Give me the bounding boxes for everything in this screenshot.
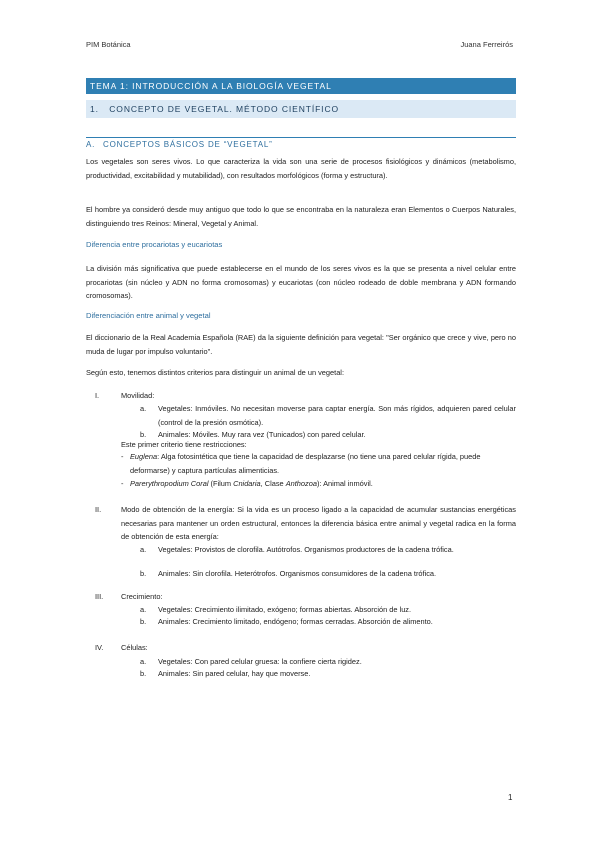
numeral-i: I. [95, 391, 100, 400]
restrictions-note: Este primer criterio tiene restricciones: [121, 440, 247, 449]
energia-a-text: Vegetales: Provistos de clorofila. Autótrofos. Organismos productores de la cadena trófica. [158, 545, 454, 554]
paragraph-4: El diccionario de la Real Academia Española (RAE) da la siguiente definición para vegetal: "Ser orgánico que crece y vive, pero no muda de lugar por impulso voluntario". [86, 333, 516, 356]
subsection-heading [86, 137, 516, 149]
paragraph-1: Los vegetales son seres vivos. Lo que caracteriza la vida son una serie de procesos fisiológicos y dinámicos (metabolismo, productividad, excitabilidad y mutabilidad), con resultados morfológicos (forma y estructura). [86, 157, 516, 180]
paragraph-5: Según esto, tenemos distintos criterios para distinguir un animal de un vegetal: [86, 368, 344, 377]
subsection-number: A. [86, 140, 96, 149]
numeral-ii: II. [95, 505, 102, 514]
movilidad-b-text: Animales: Móviles. Muy rara vez (Tunicados) con pared celular. [158, 430, 366, 439]
bullet-euglena [130, 450, 516, 477]
coral-mid2: , Clase [260, 479, 286, 488]
header-right: Juana Ferreirós [460, 40, 513, 49]
subheading-animal-vegetal: Diferenciación entre animal y vegetal [86, 311, 211, 320]
cnidaria-name: Cnidaria [233, 479, 261, 488]
bullet-marker: - [121, 452, 124, 461]
letter-a: a. [140, 404, 147, 413]
page-number: 1 [508, 793, 513, 802]
subsection-title: CONCEPTOS BÁSICOS DE “VEGETAL” [103, 140, 273, 149]
section-heading [86, 100, 516, 118]
header-left: PIM Botánica [86, 40, 131, 49]
numeral-iv: IV. [95, 643, 104, 652]
letter-b: b. [140, 569, 147, 578]
euglena-name: Euglena [130, 452, 158, 461]
movilidad-a-text: Vegetales: Inmóviles. No necesitan moverse para captar energía. Son más rígidos, adquieren pared celular (control de la presión osmótica). [158, 404, 516, 427]
subheading-procariotas: Diferencia entre procariotas y eucariotas [86, 240, 223, 249]
item-movilidad-title: Movilidad: [121, 391, 155, 400]
section-title: CONCEPTO DE VEGETAL. MÉTODO CIENTÍFICO [109, 104, 339, 114]
coral-mid: (Filum [208, 479, 234, 488]
paragraph-2: El hombre ya consideró desde muy antiguo que todo lo que se encontraba en la naturaleza eran Elementos o Cuerpos Naturales, distinguiendo tres Reinos: Mineral, Vegetal y Animal. [86, 205, 516, 228]
letter-b: b. [140, 669, 147, 678]
coral-rest: ): Animal inmóvil. [316, 479, 373, 488]
celulas-b-text: Animales: Sin pared celular, hay que moverse. [158, 669, 311, 678]
letter-b: b. [140, 617, 147, 626]
section-number: 1. [90, 104, 99, 114]
tema-title: TEMA 1: INTRODUCCIÓN A LA BIOLOGÍA VEGETAL [86, 78, 516, 94]
celulas-title: Células: [121, 643, 148, 652]
numeral-iii: III. [95, 592, 104, 601]
anthozoa-name: Anthozoa [285, 479, 317, 488]
coral-name: Parerythropodium Coral [130, 479, 209, 488]
bullet-marker: - [121, 479, 124, 488]
letter-a: a. [140, 545, 147, 554]
crecimiento-a-text: Vegetales: Crecimiento ilimitado, exógeno; formas abiertas. Absorción de luz. [158, 605, 412, 614]
crecimiento-b-text: Animales: Crecimiento limitado, endógeno; formas cerradas. Absorción de alimento. [158, 617, 433, 626]
celulas-a-text: Vegetales: Con pared celular gruesa: la confiere cierta rigidez. [158, 657, 362, 666]
letter-b: b. [140, 430, 147, 439]
letter-a: a. [140, 657, 147, 666]
crecimiento-title: Crecimiento: [121, 592, 163, 601]
energia-paragraph: Modo de obtención de la energía: Si la vida es un proceso ligado a la capacidad de acumular sustancias energéticas necesarias para mantener un orden estructural, entonces la diferencia básica entre animal y vegetal radica en la forma de obtención de esta energía: [121, 505, 516, 541]
bullet-parerythropodium [130, 477, 516, 491]
euglena-desc: : Alga fotosintética que tiene la capacidad de desplazarse (no tiene una pared celular rígida, puede deformarse) y captura partículas alimenticias. [130, 452, 481, 475]
paragraph-3: La división más significativa que puede establecerse en el mundo de los seres vivos es la que se presenta a nivel celular entre procariotas (sin núcleo y ADN no forma cromosomas) y eucariotas (con núcleo rodeado de doble membrana y ADN formando cromosomas). [86, 264, 516, 300]
letter-a: a. [140, 605, 147, 614]
energia-b-text: Animales: Sin clorofila. Heterótrofos. Organismos consumidores de la cadena trófica. [158, 569, 437, 578]
